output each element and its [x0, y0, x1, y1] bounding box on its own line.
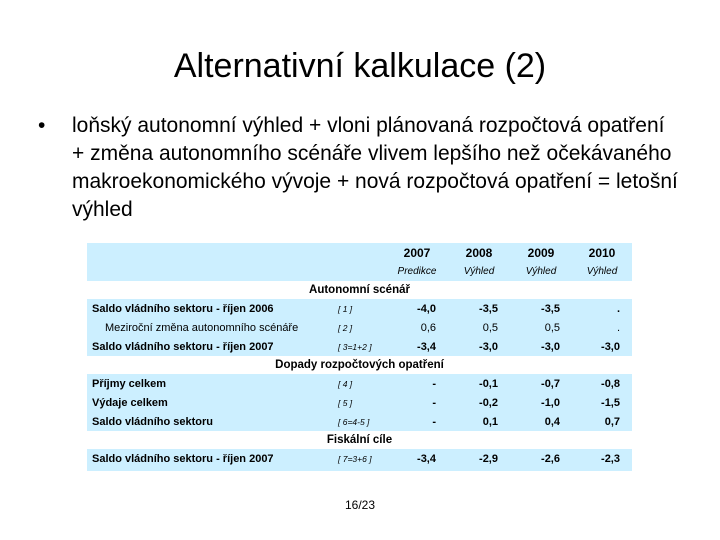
section-autonomni: Autonomní scénář: [87, 281, 632, 299]
row-code: [ 1 ]: [334, 299, 386, 318]
cell-value: -1,0: [510, 393, 572, 412]
bullet-text: loňský autonomní výhled + vloni plánovaná rozpočtová opatření + změna autonomního scénáře vlivem lepšího než očekávaného makroekonomického vývoje + nová rozpočtová opatření = letošní výhled: [72, 114, 678, 221]
cell-value: -3,4: [386, 337, 448, 356]
row-label: Meziroční změna autonomního scénáře: [87, 318, 334, 337]
cell-value: 0,6: [386, 318, 448, 337]
cell-value: 0,1: [448, 412, 510, 431]
cell-value: -2,3: [572, 449, 632, 468]
row-code: [ 5 ]: [334, 393, 386, 412]
cell-value: .: [572, 299, 632, 318]
kind-header: Výhled: [448, 262, 510, 281]
table-row: [87, 374, 632, 393]
cell-value: -: [386, 393, 448, 412]
kind-header-row: [87, 262, 632, 281]
section-fiskalni: Fiskální cíle: [87, 431, 632, 449]
cell-value: -3,0: [572, 337, 632, 356]
table-row: [87, 318, 632, 337]
cell-value: -: [386, 374, 448, 393]
year-header: 2007: [386, 243, 448, 262]
row-label: Výdaje celkem: [87, 393, 334, 412]
cell-value: -0,1: [448, 374, 510, 393]
cell-value: -3,0: [448, 337, 510, 356]
kind-header: Výhled: [572, 262, 632, 281]
year-header-row: [87, 243, 632, 262]
cell-value: -0,8: [572, 374, 632, 393]
row-label: Saldo vládního sektoru - říjen 2006: [87, 299, 334, 318]
cell-value: 0,5: [510, 318, 572, 337]
cell-value: -: [386, 412, 448, 431]
cell-value: .: [572, 318, 632, 337]
table-row: [87, 449, 632, 468]
table-row: [87, 393, 632, 412]
row-code: [ 3=1+2 ]: [334, 337, 386, 356]
cell-value: 0,5: [448, 318, 510, 337]
section-dopady: Dopady rozpočtových opatření: [87, 356, 632, 374]
section-header: [87, 356, 632, 374]
row-label: Saldo vládního sektoru - říjen 2007: [87, 449, 334, 468]
year-header: 2009: [510, 243, 572, 262]
cell-value: -4,0: [386, 299, 448, 318]
cell-value: -0,7: [510, 374, 572, 393]
cell-value: -3,5: [448, 299, 510, 318]
row-label: Saldo vládního sektoru - říjen 2007: [87, 337, 334, 356]
cell-value: 0,7: [572, 412, 632, 431]
table-row: [87, 412, 632, 431]
row-label: Saldo vládního sektoru: [87, 412, 334, 431]
cell-value: -0,2: [448, 393, 510, 412]
table-row: [87, 337, 632, 356]
row-code: [ 6=4-5 ]: [334, 412, 386, 431]
bullet-point: [38, 112, 678, 224]
kind-header: Predikce: [386, 262, 448, 281]
cell-value: -3,4: [386, 449, 448, 468]
cell-value: 0,4: [510, 412, 572, 431]
section-header: [87, 281, 632, 299]
slide-title: Alternativní kalkulace (2): [173, 47, 547, 85]
kind-header: Výhled: [510, 262, 572, 281]
year-header: 2008: [448, 243, 510, 262]
row-code: [ 2 ]: [334, 318, 386, 337]
budget-table: [87, 243, 632, 471]
cell-value: -1,5: [572, 393, 632, 412]
cell-value: -2,9: [448, 449, 510, 468]
cell-value: -2,6: [510, 449, 572, 468]
section-header: [87, 431, 632, 449]
bullet-dot-icon: •: [38, 114, 46, 137]
cell-value: -3,5: [510, 299, 572, 318]
year-header: 2010: [572, 243, 632, 262]
table-row: [87, 299, 632, 318]
row-label: Příjmy celkem: [87, 374, 334, 393]
cell-value: -3,0: [510, 337, 572, 356]
row-code: [ 7=3+6 ]: [334, 449, 386, 468]
row-code: [ 4 ]: [334, 374, 386, 393]
table-bottom-spacer: [87, 468, 632, 471]
page-number: 16/23: [344, 498, 376, 512]
